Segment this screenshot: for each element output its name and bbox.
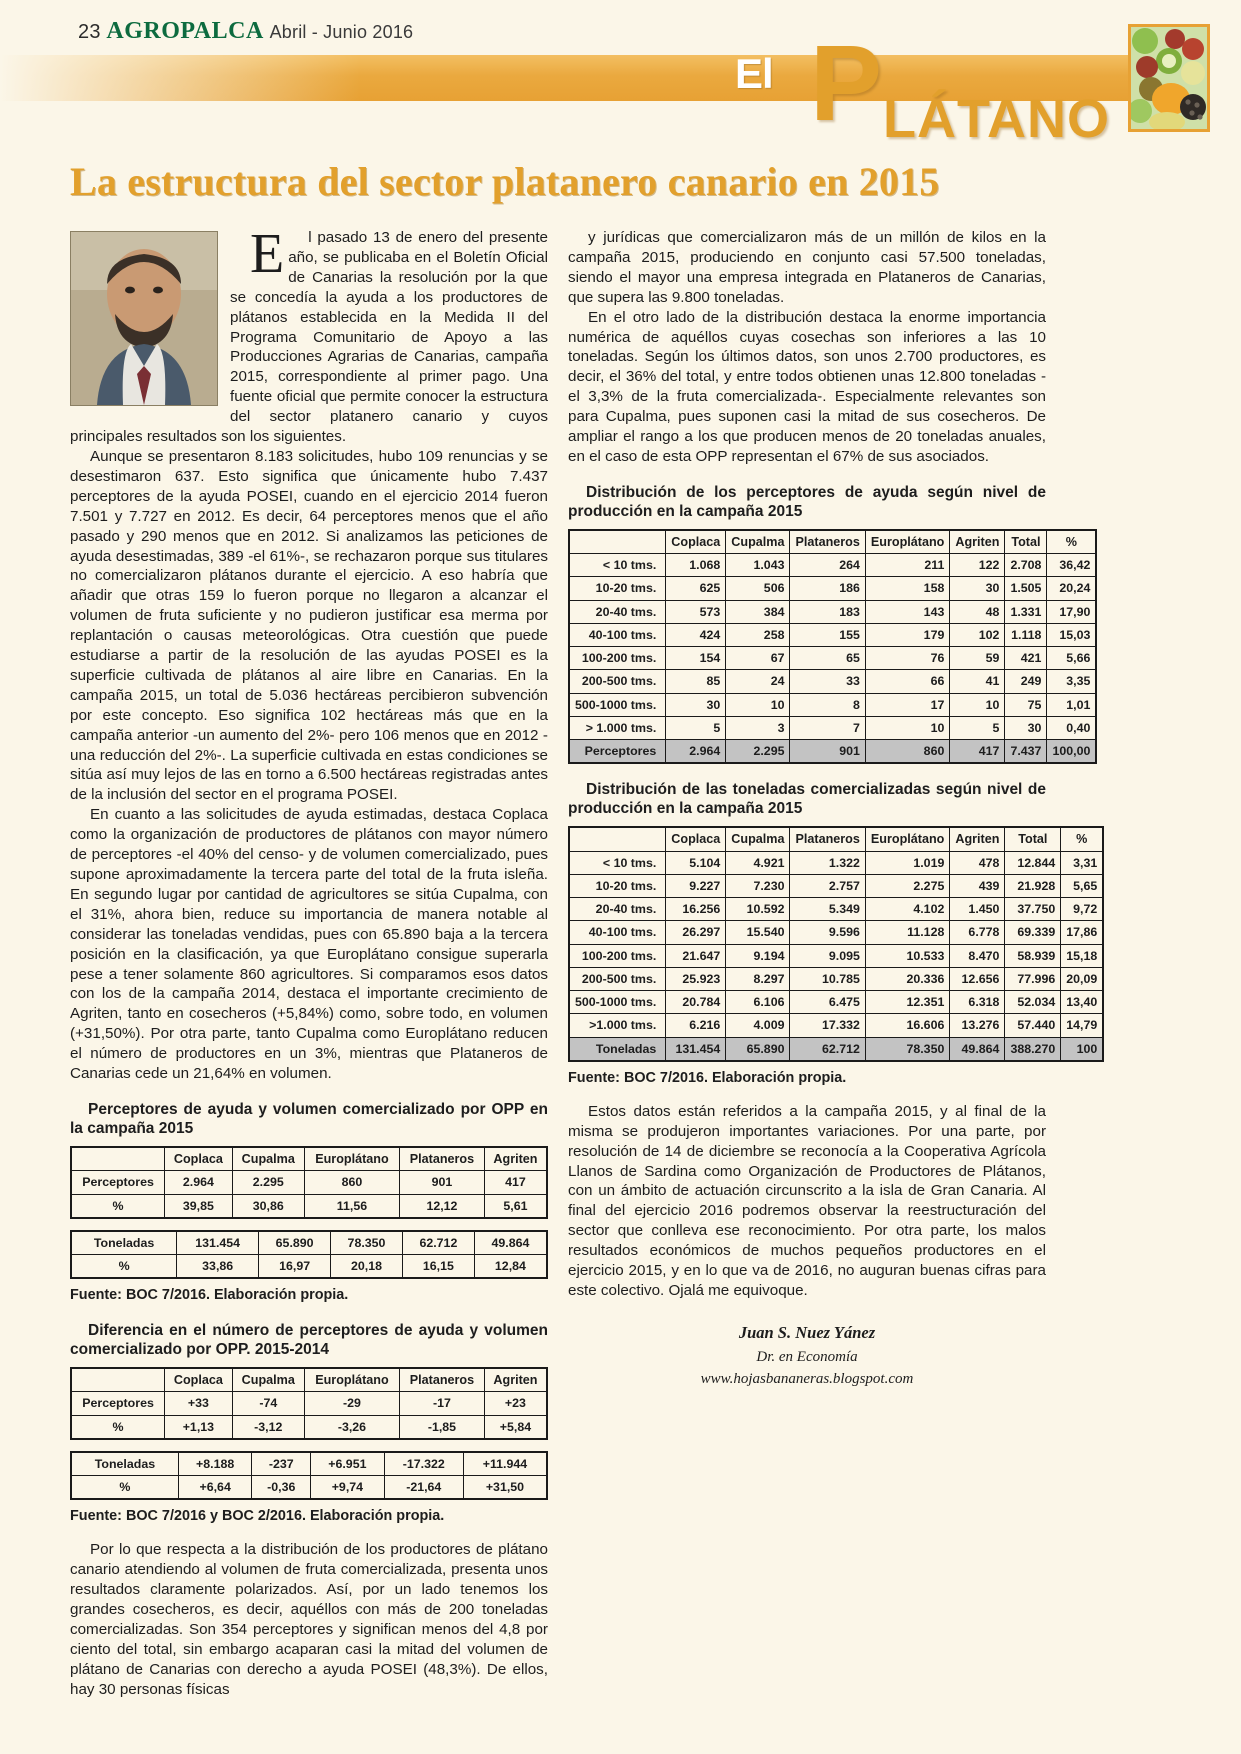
cell: +23 (484, 1392, 547, 1415)
cell: 1.043 (726, 554, 790, 577)
cell: 5 (950, 716, 1005, 739)
table-row (71, 1368, 547, 1392)
table-toneladas-source: Fuente: BOC 7/2016. Elaboración propia. (568, 1069, 847, 1086)
col-header: Coplaca (666, 827, 726, 851)
cell: 417 (950, 740, 1005, 764)
table-gap (70, 1219, 548, 1230)
col-header: Plataneros (790, 827, 865, 851)
table-row (569, 670, 1096, 693)
col-header: Europlátano (865, 827, 949, 851)
col-header: Plataneros (790, 530, 865, 554)
table-row (71, 1255, 547, 1279)
author-website[interactable]: www.hojasbananeras.blogspot.com (700, 1371, 914, 1388)
author-portrait (70, 231, 218, 406)
col-header: Europlátano (304, 1368, 399, 1392)
cell: 58.939 (1005, 944, 1061, 967)
row-header: 40-100 tms. (569, 921, 666, 944)
table-row (569, 991, 1103, 1014)
cell: 901 (400, 1171, 485, 1194)
cell: 131.454 (666, 1037, 726, 1061)
cell: 7.437 (1005, 740, 1047, 764)
cell: 10 (865, 716, 949, 739)
cell: 439 (950, 874, 1005, 897)
cell: 155 (790, 623, 865, 646)
row-header: % (71, 1194, 165, 1218)
cell: 3,35 (1047, 670, 1096, 693)
left-paragraph-1-text: l pasado 13 de enero del presente año, se publicaba en el Boletín Oficial de Canarias la resolución por la que se concedía la ayuda a los productores de plátanos establecida en la Medida II del Programa Comunitario de Apoyo a las Producciones Agrarias de Canarias, campaña 2015, correspondiente al primer pago. Una fuente oficial que permite conocer la estructura del sector platanero canario y cuyos principales resultados son los siguientes. (70, 229, 548, 446)
cell: 30 (666, 693, 726, 716)
row-header: Toneladas (71, 1452, 178, 1476)
right-column (568, 228, 1098, 1391)
col-header (569, 530, 666, 554)
cell: 33,86 (177, 1255, 259, 1279)
cell: 59 (950, 647, 1005, 670)
col-header: Plataneros (400, 1368, 485, 1392)
right-paragraph-1: y jurídicas que comercializaron más de un millón de kilos en la campaña 2015, produciendo en conjunto casi 57.500 toneladas, siendo el mayor una empresa integrada en Plataneros de Canarias, que supera las 9.800 toneladas. (568, 229, 1046, 306)
cell: +31,50 (463, 1476, 547, 1500)
cell: 17,86 (1061, 921, 1104, 944)
cell: 49.864 (950, 1037, 1005, 1061)
cell: 122 (950, 554, 1005, 577)
cell: 4.009 (726, 1014, 790, 1037)
cell: -3,26 (304, 1415, 399, 1439)
magazine-brand: AGROPALCA (106, 18, 264, 44)
masthead (0, 0, 1241, 150)
table-row (569, 1014, 1103, 1037)
cell: 249 (1005, 670, 1047, 693)
left-column (70, 223, 548, 1700)
cell: 25.923 (666, 967, 726, 990)
col-header: Agriten (484, 1368, 547, 1392)
table-row (71, 1415, 547, 1439)
cell: 2.757 (790, 874, 865, 897)
cell: 10 (950, 693, 1005, 716)
row-header: 10-20 tms. (569, 874, 666, 897)
cell: 15,18 (1061, 944, 1104, 967)
section-title-latano: LÁTANO (883, 89, 1110, 149)
cell: 258 (726, 623, 790, 646)
col-header: % (1047, 530, 1096, 554)
cell: 2.295 (726, 740, 790, 764)
row-header: Toneladas (71, 1231, 177, 1255)
fruit-photo (1128, 24, 1210, 132)
col-header: Coplaca (666, 530, 726, 554)
row-header: 20-40 tms. (569, 600, 666, 623)
cell: 57.440 (1005, 1014, 1061, 1037)
row-header: Perceptores (569, 740, 666, 764)
cell: 186 (790, 577, 865, 600)
cell: +8.188 (178, 1452, 252, 1476)
cell: 17 (865, 693, 949, 716)
cell: -237 (252, 1452, 311, 1476)
cell: 1,01 (1047, 693, 1096, 716)
section-title (735, 22, 1145, 149)
cell: 1.331 (1005, 600, 1047, 623)
cell: -1,85 (400, 1415, 485, 1439)
cell: 211 (865, 554, 949, 577)
cell: -17.322 (384, 1452, 463, 1476)
cell: 12,12 (400, 1194, 485, 1218)
col-header: Plataneros (400, 1147, 485, 1171)
cell: 4.102 (865, 898, 949, 921)
table-row (569, 623, 1096, 646)
cell: 2.964 (666, 740, 726, 764)
author-role: Dr. en Economía (756, 1348, 858, 1365)
fruit-collage-icon (1131, 27, 1207, 129)
table-opp-part-b (70, 1230, 548, 1280)
row-header: % (71, 1476, 178, 1500)
cell: -21,64 (384, 1476, 463, 1500)
table-toneladas (568, 826, 1104, 1062)
cell: 78.350 (865, 1037, 949, 1061)
cell: 183 (790, 600, 865, 623)
cell: 12.656 (950, 967, 1005, 990)
row-header: 100-200 tms. (569, 944, 666, 967)
table-row (71, 1231, 547, 1255)
cell: +6,64 (178, 1476, 252, 1500)
page-number: 23 (78, 21, 101, 43)
table-row (569, 600, 1096, 623)
col-header (71, 1147, 165, 1171)
left-paragraph-3: En cuanto a las solicitudes de ayuda estimadas, destaca Coplaca como la organización de productores de plátanos con mayor número de perceptores -el 40% del censo- y de volumen comercializado, pues supone aproximadamente la tercera parte del total de la fruta isleña. En segundo lugar por cantidad de agricultores se sitúa Cupalma, con el 31%, ahora bien, reduce su importancia de manera notable al considerar las toneladas vendidas, pues con 65.890 baja a la tercera posición en la clasificación, ya que Europlátano consigue superarla pese a tener solamente 860 agricultores. Si comparamos esos datos con los de la campaña 2014, destaca el importante crecimiento de Agriten, tanto en cosecheros (+5,84%) como, sobre todo, en volumen (+31,50%). Por otra parte, tanto Cupalma como Europlátano reducen el número de productores en un 3%, mientras que Plataneros de Canarias cede un 21,64% en volumen. (70, 806, 548, 1083)
cell: 39,85 (165, 1194, 233, 1218)
cell: 17.332 (790, 1014, 865, 1037)
table-row (569, 554, 1096, 577)
issue-dates: Abril - Junio 2016 (269, 22, 414, 42)
row-header: 500-1000 tms. (569, 693, 666, 716)
cell: 573 (666, 600, 726, 623)
cell: 1.118 (1005, 623, 1047, 646)
cell: 1.068 (666, 554, 726, 577)
cell: 417 (484, 1171, 547, 1194)
cell: 20.784 (666, 991, 726, 1014)
cell: 10.592 (726, 898, 790, 921)
cell: 52.034 (1005, 991, 1061, 1014)
col-header: Agriten (950, 530, 1005, 554)
col-header: Cupalma (726, 827, 790, 851)
col-header: Agriten (950, 827, 1005, 851)
table-row (71, 1476, 547, 1500)
author-signature (568, 1321, 1046, 1391)
cell: 62.712 (790, 1037, 865, 1061)
col-header: Coplaca (165, 1147, 233, 1171)
cell: 2.275 (865, 874, 949, 897)
cell: 11.128 (865, 921, 949, 944)
cell: 625 (666, 577, 726, 600)
cell: 1.019 (865, 851, 949, 874)
col-header: Europlátano (304, 1147, 399, 1171)
row-header: Perceptores (71, 1392, 165, 1415)
cell: 16,97 (259, 1255, 331, 1279)
row-header: < 10 tms. (569, 851, 666, 874)
table-opp-caption: Perceptores de ayuda y volumen comercializado por OPP en la campaña 2015 (70, 1100, 548, 1137)
cell: 9.596 (790, 921, 865, 944)
table-row (71, 1171, 547, 1194)
col-header: Cupalma (232, 1368, 304, 1392)
col-header: Europlátano (865, 530, 949, 554)
cell: 9.227 (666, 874, 726, 897)
cell: 5.104 (666, 851, 726, 874)
cell: 901 (790, 740, 865, 764)
dropcap: E (250, 223, 285, 285)
row-header: > 1.000 tms. (569, 716, 666, 739)
cell: 30 (1005, 716, 1047, 739)
row-header: Toneladas (569, 1037, 666, 1061)
cell: 5 (666, 716, 726, 739)
cell: 264 (790, 554, 865, 577)
table-total-row (569, 1037, 1103, 1061)
cell: 424 (666, 623, 726, 646)
table-perceptores-caption: Distribución de los perceptores de ayuda según nivel de producción en la campaña 2015 (568, 483, 1046, 520)
cell: 75 (1005, 693, 1047, 716)
cell: 9.194 (726, 944, 790, 967)
cell: 860 (304, 1171, 399, 1194)
portrait-photo-icon (71, 232, 217, 405)
cell: 16,15 (402, 1255, 474, 1279)
table-row (569, 577, 1096, 600)
right-paragraph-3: Estos datos están referidos a la campaña 2015, y al final de la misma se produjeron importantes variaciones. Por una parte, por resolución de 14 de diciembre se reconocía a la Cooperativa Agrícola Llanos de Sardina como Organización de Productores de Plátanos, con un ámbito de actuación circunscrito a la isla de Gran Canaria. Al final del ejercicio 2016 podremos observar la reestructuración del sector que conlleva ese reconocimiento. Por otra parte, los malos resultados económicos de muchos pequeños productores en el ejercicio 2015, y en lo que va de 2016, no auguran buenas cifras para este colectivo. Ojalá me equivoque. (568, 1102, 1046, 1299)
cell: 41 (950, 670, 1005, 693)
table-opp-part-a (70, 1146, 548, 1219)
page-title: La estructura del sector platanero canario en 2015 (70, 159, 940, 204)
cell: 6.475 (790, 991, 865, 1014)
header-band-fade (0, 55, 360, 101)
cell: 49.864 (474, 1231, 547, 1255)
table-perceptores (568, 529, 1097, 765)
table-toneladas-caption: Distribución de las toneladas comercializadas según nivel de producción en la campaña 2015 (568, 781, 1046, 818)
cell: 158 (865, 577, 949, 600)
table-total-row (569, 740, 1096, 764)
cell: 65.890 (259, 1231, 331, 1255)
row-header: % (71, 1255, 177, 1279)
cell: 62.712 (402, 1231, 474, 1255)
table-gap (70, 1440, 548, 1451)
cell: -29 (304, 1392, 399, 1415)
cell: 85 (666, 670, 726, 693)
row-header: 200-500 tms. (569, 967, 666, 990)
cell: +9,74 (311, 1476, 385, 1500)
cell: 21.928 (1005, 874, 1061, 897)
cell: 8 (790, 693, 865, 716)
cell: 388.270 (1005, 1037, 1061, 1061)
cell: 20,18 (331, 1255, 403, 1279)
cell: 26.297 (666, 921, 726, 944)
cell: 6.106 (726, 991, 790, 1014)
row-header: < 10 tms. (569, 554, 666, 577)
table-row (569, 530, 1096, 554)
cell: 7 (790, 716, 865, 739)
table-row (71, 1147, 547, 1171)
col-header (569, 827, 666, 851)
cell: 4.921 (726, 851, 790, 874)
cell: 3 (726, 716, 790, 739)
table-row (569, 944, 1103, 967)
cell: 506 (726, 577, 790, 600)
col-header: Total (1005, 530, 1047, 554)
cell: 48 (950, 600, 1005, 623)
cell: 16.606 (865, 1014, 949, 1037)
cell: 21.647 (666, 944, 726, 967)
cell: 7.230 (726, 874, 790, 897)
cell: 5,61 (484, 1194, 547, 1218)
cell: 77.996 (1005, 967, 1061, 990)
cell: 69.339 (1005, 921, 1061, 944)
table-row (569, 898, 1103, 921)
table-diff-part-a (70, 1367, 548, 1440)
cell: +1,13 (165, 1415, 233, 1439)
table-row (569, 693, 1096, 716)
col-header (71, 1368, 165, 1392)
cell: 154 (666, 647, 726, 670)
cell: -0,36 (252, 1476, 311, 1500)
cell: 76 (865, 647, 949, 670)
cell: 384 (726, 600, 790, 623)
cell: +33 (165, 1392, 233, 1415)
cell: 6.318 (950, 991, 1005, 1014)
row-header: >1.000 tms. (569, 1014, 666, 1037)
cell: 15,03 (1047, 623, 1096, 646)
cell: 78.350 (331, 1231, 403, 1255)
cell: +5,84 (484, 1415, 547, 1439)
cell: 0,40 (1047, 716, 1096, 739)
cell: 36,42 (1047, 554, 1096, 577)
cell: 37.750 (1005, 898, 1061, 921)
cell: 30 (950, 577, 1005, 600)
cell: 179 (865, 623, 949, 646)
cell: 30,86 (232, 1194, 304, 1218)
right-paragraph-2: En el otro lado de la distribución destaca la enorme importancia numérica de aquéllos cuyas cosechas son inferiores a las 10 toneladas. Según los últimos datos, son unos 2.700 productores, es decir, el 36% del total, y entre todos obtienen unas 12.800 toneladas -el 3,3% de la fruta comercializada-. Especialmente relevantes son para Cupalma, pues suponen casi la mitad de sus cosecheros. De ampliar el rango a los que producen menos de 20 toneladas anuales, en el caso de esta OPP representan el 67% de sus asociados. (568, 308, 1046, 465)
cell: 14,79 (1061, 1014, 1104, 1037)
table-diff-part-b (70, 1451, 548, 1501)
cell: 13.276 (950, 1014, 1005, 1037)
cell: 1.505 (1005, 577, 1047, 600)
table-row (569, 647, 1096, 670)
cell: 5,66 (1047, 647, 1096, 670)
table-row (569, 874, 1103, 897)
table-diff-source: Fuente: BOC 7/2016 y BOC 2/2016. Elaboración propia. (70, 1508, 445, 1525)
cell: 13,40 (1061, 991, 1104, 1014)
cell: 6.216 (666, 1014, 726, 1037)
cell: 10.785 (790, 967, 865, 990)
cell: 131.454 (177, 1231, 259, 1255)
table-row (569, 827, 1103, 851)
cell: 3,31 (1061, 851, 1104, 874)
cell: 1.450 (950, 898, 1005, 921)
table-row (569, 716, 1096, 739)
cell: 100 (1061, 1037, 1104, 1061)
cell: 2.295 (232, 1171, 304, 1194)
cell: 143 (865, 600, 949, 623)
row-header: 200-500 tms. (569, 670, 666, 693)
cell: 20,24 (1047, 577, 1096, 600)
cell: 421 (1005, 647, 1047, 670)
cell: +11.944 (463, 1452, 547, 1476)
cell: 16.256 (666, 898, 726, 921)
cell: 478 (950, 851, 1005, 874)
cell: 9,72 (1061, 898, 1104, 921)
left-paragraph-4: Por lo que respecta a la distribución de los productores de plátano canario atendiendo al volumen de fruta comercializada, presenta unos resultados claramente polarizados. Así, por un lado tenemos los grandes cosecheros, es decir, aquéllos con más de 200 toneladas comercializadas. Son 354 perceptores y significan menos del 4,8 por ciento del total, sin embargo acaparan casi la mitad del volumen de plátano de Canarias con derecho a ayuda POSEI (48,3%). De ellos, hay 30 personas físicas (70, 1541, 548, 1698)
section-title-p: P (810, 22, 883, 143)
cell: 20,09 (1061, 967, 1104, 990)
row-header: Perceptores (71, 1171, 165, 1194)
section-title-el: El (735, 50, 773, 97)
table-row (71, 1452, 547, 1476)
cell: -17 (400, 1392, 485, 1415)
cell: 67 (726, 647, 790, 670)
col-header: Agriten (484, 1147, 547, 1171)
cell: 17,90 (1047, 600, 1096, 623)
table-row (569, 851, 1103, 874)
cell: 65.890 (726, 1037, 790, 1061)
cell: 12.351 (865, 991, 949, 1014)
cell: 860 (865, 740, 949, 764)
cell: 12.844 (1005, 851, 1061, 874)
row-header: 10-20 tms. (569, 577, 666, 600)
folio-line (78, 18, 413, 45)
row-header: % (71, 1415, 165, 1439)
left-paragraph-2: Aunque se presentaron 8.183 solicitudes, hubo 109 renuncias y se desestimaron 637. Esto significa que únicamente hubo 7.437 perceptores de la ayuda POSEI, cuando en el ejercicio 2014 fueron 7.501 y 7.727 en 2012. Es decir, 64 perceptores menos que el año pasado y 290 menos que en 2012. Si analizamos las peticiones de ayuda desestimadas, 389 -el 61%-, se rechazaron porque sus titulares no comercializaron plátanos durante el ejercicio. A eso habría que añadir que otras 159 lo fueron porque no llegaron a alcanzar el volumen de fruta suficiente y no pudieron justificar esa merma por replantación o causas meteorológicas. Otra cuestión que puede estudiarse a partir de la resolución de las ayudas POSEI es la superficie cultivada de plátanos al aire libre en Canarias. En la campaña 2015, un total de 5.036 hectáreas percibieron subvención por este concepto. Eso significa 102 hectáreas más que en la campaña anterior -un aumento del 2%- pero 106 menos que en 2012 -una reducción del 2%-. La superficie cultivada en estas condiciones se sitúa así muy lejos de las en torno a 6.500 hectáreas registradas antes de la inclusión del sector en el programa POSEI. (70, 447, 548, 804)
table-row (569, 921, 1103, 944)
col-header: Total (1005, 827, 1061, 851)
cell: 2.708 (1005, 554, 1047, 577)
cell: 15.540 (726, 921, 790, 944)
col-header: % (1061, 827, 1104, 851)
cell: -74 (232, 1392, 304, 1415)
cell: 33 (790, 670, 865, 693)
cell: 10.533 (865, 944, 949, 967)
cell: 2.964 (165, 1171, 233, 1194)
cell: 9.095 (790, 944, 865, 967)
cell: 102 (950, 623, 1005, 646)
cell: 5,65 (1061, 874, 1104, 897)
cell: 11,56 (304, 1194, 399, 1218)
cell: 8.297 (726, 967, 790, 990)
cell: 24 (726, 670, 790, 693)
cell: 12,84 (474, 1255, 547, 1279)
table-row (71, 1194, 547, 1218)
row-header: 100-200 tms. (569, 647, 666, 670)
table-opp-source: Fuente: BOC 7/2016. Elaboración propia. (70, 1287, 349, 1304)
cell: 65 (790, 647, 865, 670)
col-header: Coplaca (165, 1368, 233, 1392)
row-header: 40-100 tms. (569, 623, 666, 646)
table-diff-caption: Diferencia en el número de perceptores de ayuda y volumen comercializado por OPP. 2015-2014 (70, 1322, 548, 1359)
cell: 100,00 (1047, 740, 1096, 764)
cell: 6.778 (950, 921, 1005, 944)
cell: 1.322 (790, 851, 865, 874)
cell: 20.336 (865, 967, 949, 990)
table-row (71, 1392, 547, 1415)
cell: 5.349 (790, 898, 865, 921)
cell: 10 (726, 693, 790, 716)
cell: 66 (865, 670, 949, 693)
col-header: Cupalma (232, 1147, 304, 1171)
row-header: 500-1000 tms. (569, 991, 666, 1014)
cell: -3,12 (232, 1415, 304, 1439)
cell: 8.470 (950, 944, 1005, 967)
table-row (569, 967, 1103, 990)
row-header: 20-40 tms. (569, 898, 666, 921)
cell: +6.951 (311, 1452, 385, 1476)
col-header: Cupalma (726, 530, 790, 554)
author-name: Juan S. Nuez Yánez (738, 1322, 876, 1342)
